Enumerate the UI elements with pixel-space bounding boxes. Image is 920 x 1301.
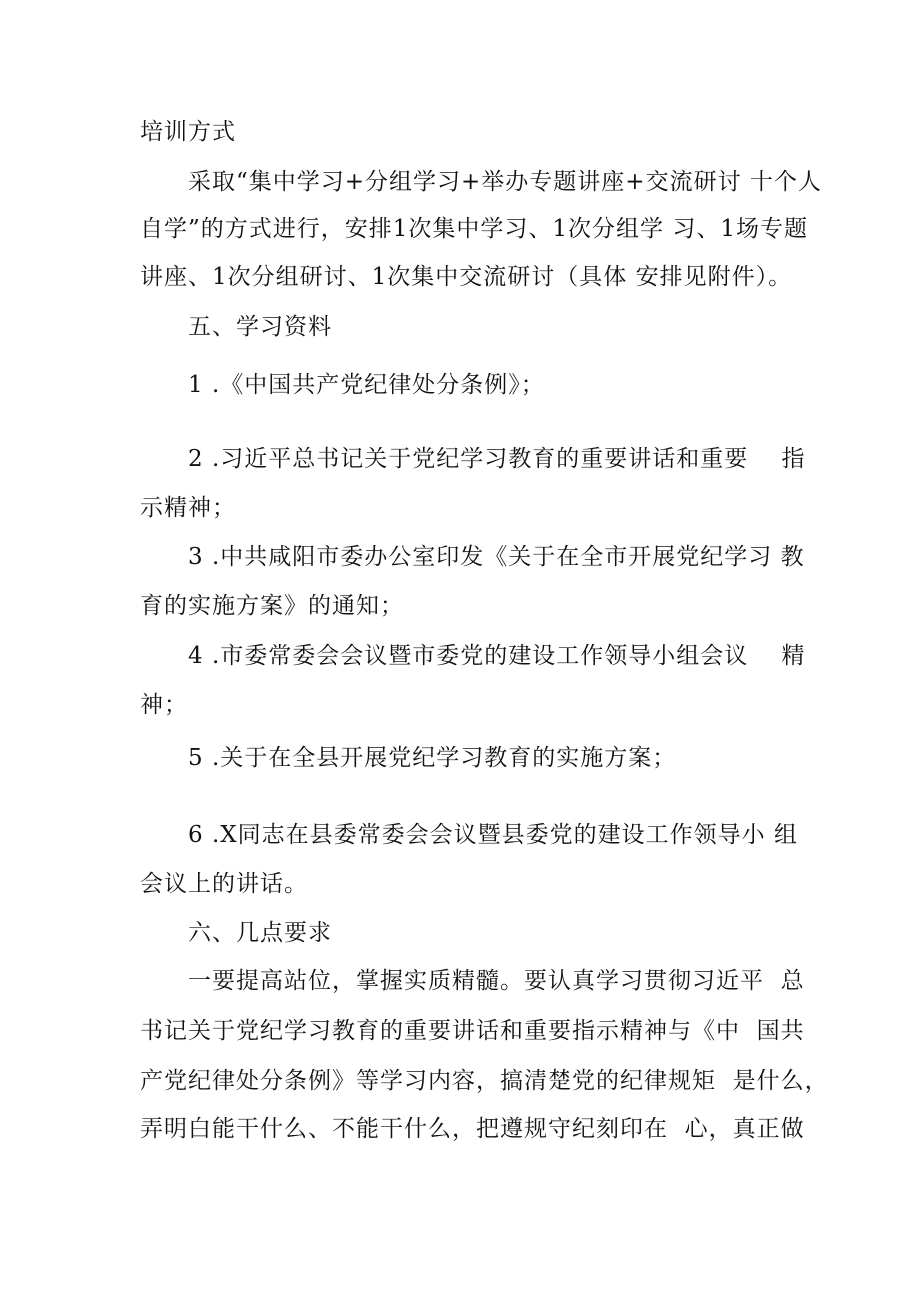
list-item: 2 .习近平总书记关于党纪学习教育的重要讲话和重要 指 [188, 446, 806, 472]
list-item-continuation: 神； [140, 692, 188, 718]
list-item: 3 .中共咸阳市委办公室印发《关于在全市开展党纪学习 教 [188, 544, 805, 570]
paragraph-line: 一要提高站位，掌握实质精髓。要认真学习贯彻习近平 总 [188, 968, 805, 994]
list-item-continuation: 会议上的讲话。 [140, 871, 308, 897]
paragraph-line: 产党纪律处分条例》等学习内容，搞清楚党的纪律规矩 是什么， [140, 1068, 829, 1094]
section-heading-requirements: 六、几点要求 [188, 920, 332, 946]
list-item-continuation: 育的实施方案》的通知； [140, 593, 404, 619]
paragraph-line: 书记关于党纪学习教育的重要讲话和重要指示精神与《中 国共 [140, 1018, 805, 1044]
list-item-continuation: 示精神； [140, 495, 236, 521]
list-item: 1 .《中国共产党纪律处分条例》； [188, 372, 545, 398]
list-item: 4 .市委常委会会议暨市委党的建设工作领导小组会议 精 [188, 643, 806, 669]
paragraph-line: 讲座、1次分组研讨、1次集中交流研讨（具体 安排见附件）。 [140, 264, 793, 290]
paragraph-line: 自学”的方式进行，安排1次集中学习、1次分组学 习、1场专题 [140, 216, 808, 242]
paragraph-line: 采取“集中学习+分组学习+举办专题讲座+交流研讨 十个人 [188, 169, 822, 195]
section-heading-training-method: 培训方式 [140, 119, 236, 145]
list-item: 6 .X同志在县委常委会会议暨县委党的建设工作领导小 组 [188, 822, 798, 848]
paragraph-line: 弄明白能干什么、不能干什么，把遵规守纪刻印在 心，真正做 [140, 1116, 805, 1142]
list-item: 5 .关于在全县开展党纪学习教育的实施方案； [188, 745, 677, 771]
section-heading-study-materials: 五、学习资料 [188, 314, 332, 340]
